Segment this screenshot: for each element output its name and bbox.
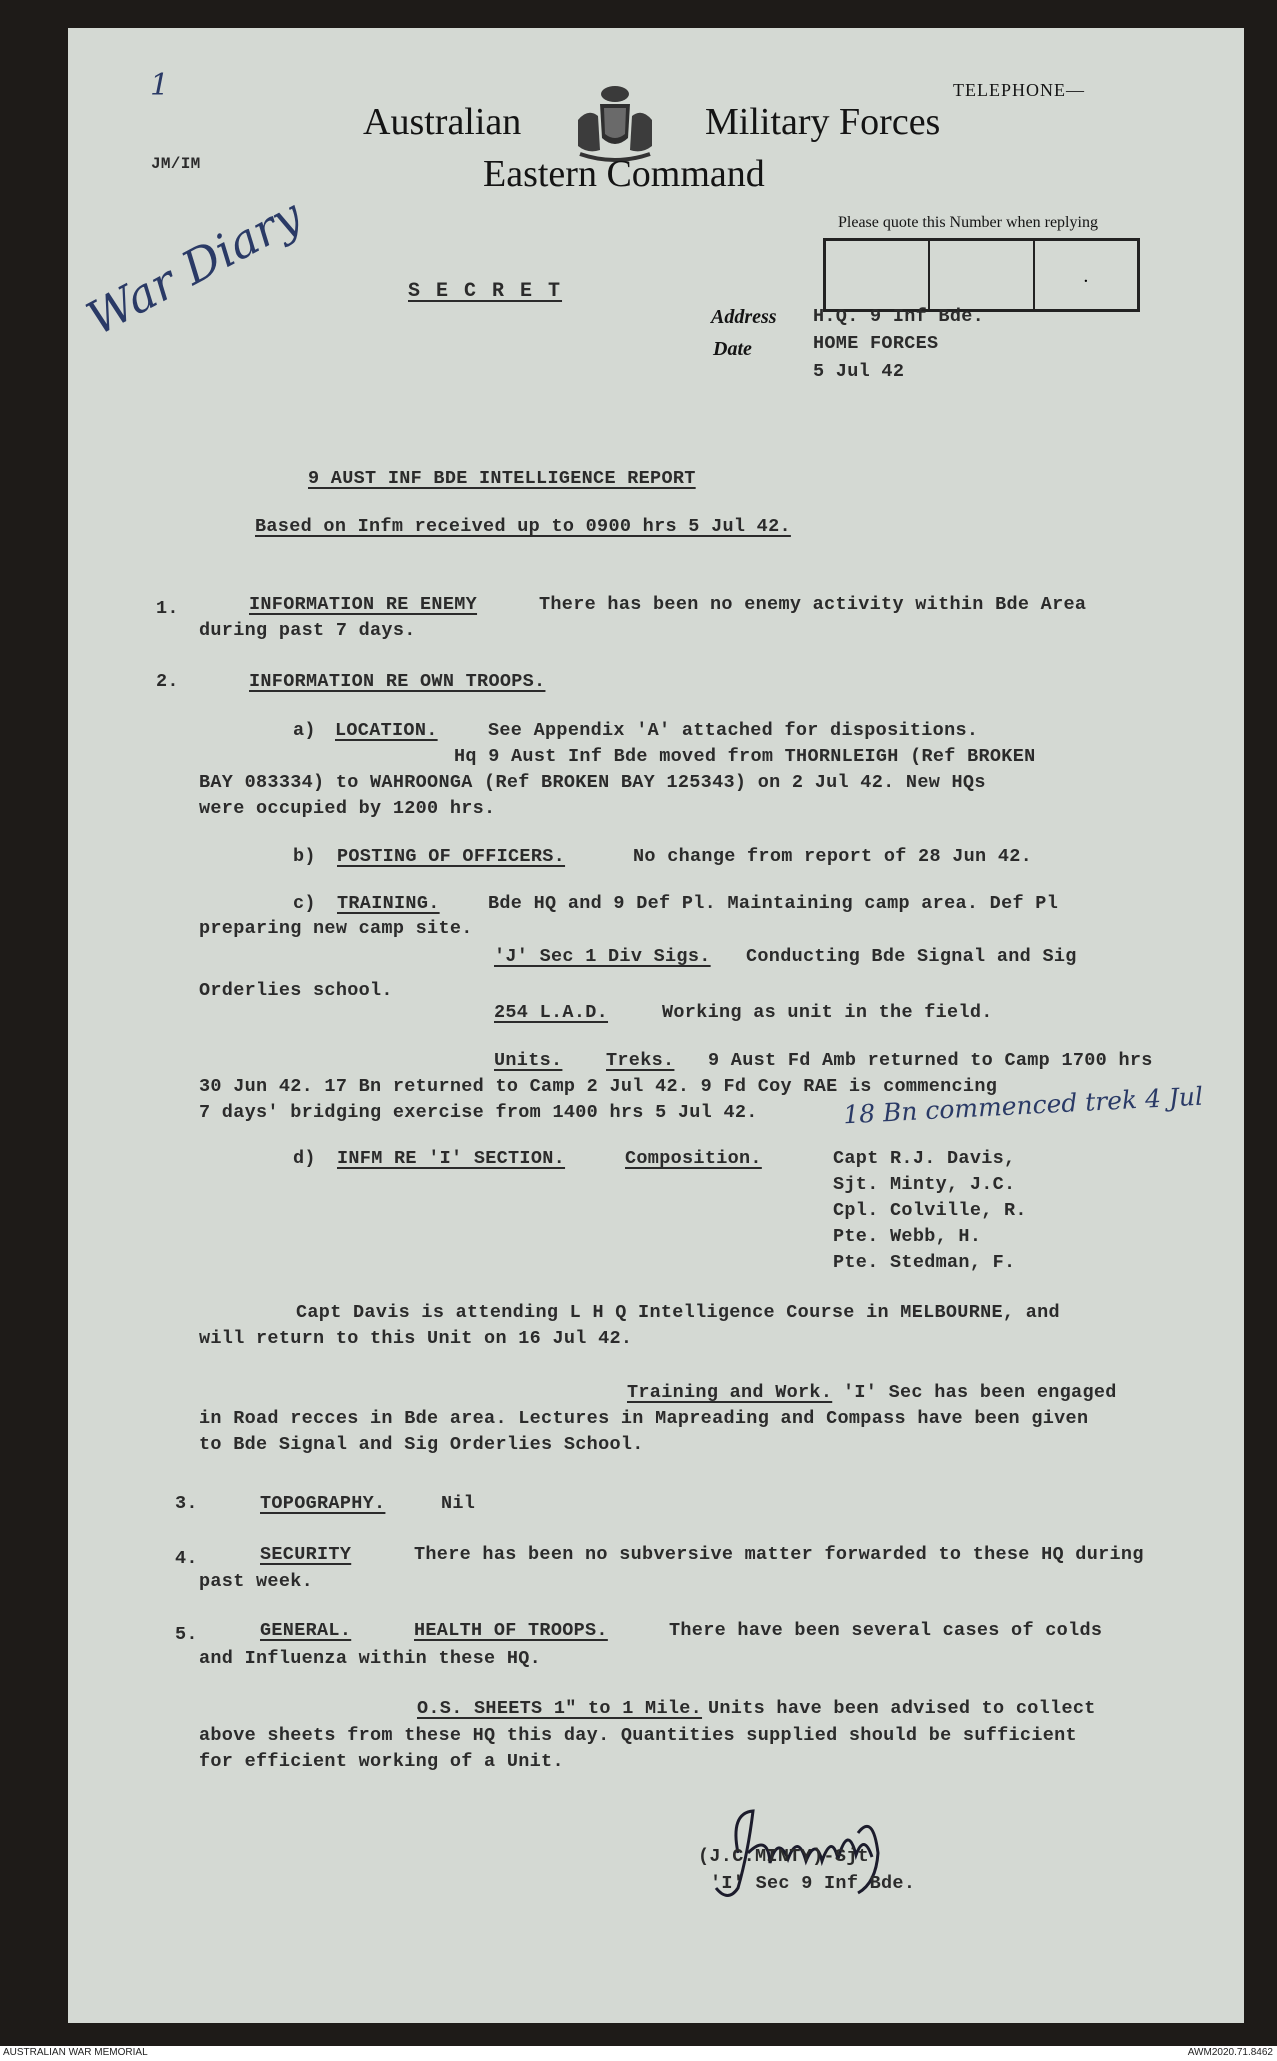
quote-box-cell xyxy=(930,241,1034,309)
body-text: Orderlies school. xyxy=(199,980,393,1001)
section-heading: SECURITY xyxy=(260,1544,352,1565)
body-text: for efficient working of a Unit. xyxy=(199,1751,564,1772)
letterhead-subtitle: Eastern Command xyxy=(483,153,765,195)
address-line: HOME FORCES xyxy=(813,333,939,354)
subsection-heading: POSTING OF OFFICERS. xyxy=(337,846,566,867)
body-text: No change from report of 28 Jun 42. xyxy=(633,846,1033,867)
body-text: and Influenza within these HQ. xyxy=(199,1648,542,1669)
footer-bar xyxy=(0,2046,1277,2061)
body-text: There have been several cases of colds xyxy=(669,1620,1103,1641)
subsection-label: c) xyxy=(293,893,316,914)
body-text: BAY 083334) to WAHROONGA (Ref BROKEN BAY 125343) on 2 Jul 42. New HQs xyxy=(199,772,986,793)
subsection-heading: HEALTH OF TROOPS. xyxy=(414,1620,608,1641)
report-subtitle: Based on Infm received up to 0900 hrs 5 Jul 42. xyxy=(255,516,791,537)
unit-heading: Treks. xyxy=(606,1050,675,1071)
subsection-heading: Composition. xyxy=(625,1148,762,1169)
section-number: 1. xyxy=(156,598,179,619)
subsection-label: d) xyxy=(293,1148,316,1169)
unit-heading: Units. xyxy=(494,1050,563,1071)
letterhead-title-right: Military Forces xyxy=(705,101,941,143)
subsection-heading: Training and Work. xyxy=(627,1382,833,1403)
subsection-heading: LOCATION. xyxy=(335,720,438,741)
body-text: 7 days' bridging exercise from 1400 hrs 5 Jul 42. xyxy=(199,1102,758,1123)
body-text: Working as unit in the field. xyxy=(662,1002,993,1023)
section-heading: INFORMATION RE ENEMY xyxy=(249,594,478,615)
section-heading: TOPOGRAPHY. xyxy=(260,1493,386,1514)
subsection-label: a) xyxy=(293,720,316,741)
handwritten-war-diary-annotation: War Diary xyxy=(78,187,311,346)
handwritten-note: 18 Bn commenced trek 4 Jul xyxy=(842,1081,1204,1130)
member-name: Capt R.J. Davis, xyxy=(833,1148,1016,1169)
section-number: 5. xyxy=(175,1624,198,1645)
body-text: Nil xyxy=(441,1493,476,1514)
body-text: Capt Davis is attending L H Q Intelligence Course in MELBOURNE, and xyxy=(296,1302,1060,1323)
body-text: above sheets from these HQ this day. Quantities supplied should be sufficient xyxy=(199,1725,1077,1746)
date-label: Date xyxy=(713,338,752,360)
address-line: 5 Jul 42 xyxy=(813,361,905,382)
body-text: Units have been advised to collect xyxy=(708,1698,1096,1719)
body-text: Bde HQ and 9 Def Pl. Maintaining camp area. Def Pl xyxy=(488,893,1059,914)
body-text: Conducting Bde Signal and Sig xyxy=(746,946,1077,967)
quote-number-label: Please quote this Number when replying xyxy=(838,214,1098,231)
body-text: preparing new camp site. xyxy=(199,918,473,939)
quote-box-cell xyxy=(826,241,930,309)
section-heading: GENERAL. xyxy=(260,1620,352,1641)
body-text: Hq 9 Aust Inf Bde moved from THORNLEIGH (Ref BROKEN xyxy=(454,746,1036,767)
unit-heading: 254 L.A.D. xyxy=(494,1002,609,1023)
body-text: 30 Jun 42. 17 Bn returned to Camp 2 Jul 42. 9 Fd Coy RAE is commencing xyxy=(199,1076,998,1097)
member-name: Sjt. Minty, J.C. xyxy=(833,1174,1016,1195)
report-title: 9 AUST INF BDE INTELLIGENCE REPORT xyxy=(308,468,696,489)
body-text: See Appendix 'A' attached for dispositions. xyxy=(488,720,979,741)
subsection-heading: INFM RE 'I' SECTION. xyxy=(337,1148,566,1169)
telephone-label: TELEPHONE— xyxy=(953,80,1085,100)
subsection-label: b) xyxy=(293,846,316,867)
body-text: during past 7 days. xyxy=(199,620,416,641)
address-label: Address xyxy=(711,306,777,328)
footer-source: AUSTRALIAN WAR MEMORIAL xyxy=(3,2047,148,2058)
member-name: Cpl. Colville, R. xyxy=(833,1200,1027,1221)
section-heading: INFORMATION RE OWN TROOPS. xyxy=(249,671,546,692)
body-text: 'I' Sec has been engaged xyxy=(843,1382,1117,1403)
body-text: to Bde Signal and Sig Orderlies School. xyxy=(199,1434,644,1455)
classification-label: S E C R E T xyxy=(408,280,563,303)
quote-number-box xyxy=(823,238,1140,312)
file-reference: JM/IM xyxy=(151,155,201,173)
body-text: will return to this Unit on 16 Jul 42. xyxy=(199,1328,633,1349)
letterhead-title-left: Australian xyxy=(363,101,522,143)
body-text: in Road recces in Bde area. Lectures in Mapreading and Compass have been given xyxy=(199,1408,1089,1429)
subsection-heading: O.S. SHEETS 1" to 1 Mile. xyxy=(417,1698,703,1719)
body-text: past week. xyxy=(199,1571,314,1592)
signature-name: (J.C.MINTY)-Sjt xyxy=(698,1846,870,1867)
body-text: There has been no subversive matter forwarded to these HQ during xyxy=(414,1544,1144,1565)
address-line: H.Q. 9 Inf Bde. xyxy=(813,306,985,327)
body-text: There has been no enemy activity within Bde Area xyxy=(539,594,1087,615)
unit-heading: 'J' Sec 1 Div Sigs. xyxy=(494,946,711,967)
member-name: Pte. Stedman, F. xyxy=(833,1252,1016,1273)
body-text: were occupied by 1200 hrs. xyxy=(199,798,496,819)
footer-accession-number: AWM2020.71.8462 xyxy=(1187,2047,1273,2058)
quote-box-cell: . xyxy=(1083,265,1089,287)
signature-unit: 'I' Sec 9 Inf Bde. xyxy=(710,1873,916,1894)
corner-mark: 1 xyxy=(150,68,170,103)
subsection-heading: TRAINING. xyxy=(337,893,440,914)
body-text: 9 Aust Fd Amb returned to Camp 1700 hrs xyxy=(708,1050,1153,1071)
section-number: 3. xyxy=(175,1493,198,1514)
section-number: 4. xyxy=(175,1548,198,1569)
member-name: Pte. Webb, H. xyxy=(833,1226,982,1247)
document-page xyxy=(68,28,1244,2023)
section-number: 2. xyxy=(156,671,179,692)
